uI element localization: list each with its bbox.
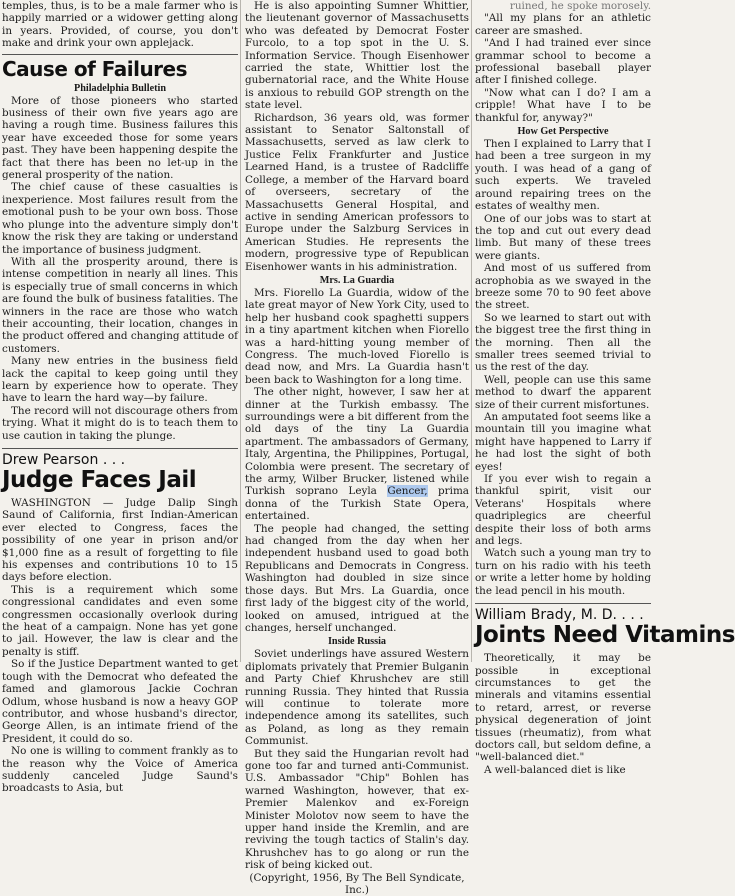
headline-cause-of-failures: Cause of Failures <box>2 56 188 81</box>
paragraph: The record will not discourage others from trying. What it might do is to teach them to use caution in taking the plunge. <box>2 404 238 442</box>
article-joints-need-vitamins <box>475 603 735 776</box>
top-fragment: ruined, he spoke morosely. <box>509 0 651 12</box>
highlighted-word[interactable]: Gencer, <box>387 485 428 498</box>
article-divider <box>2 448 238 449</box>
paragraph: Then I explained to Larry that I had been a tree surgeon in my youth. I was head of a gang of such experts. We traveled around repairing trees on the estates of wealthy men. <box>475 138 651 213</box>
subhead-inside-russia: Inside Russia <box>327 636 387 648</box>
column-1 <box>0 0 238 795</box>
paragraph-embassy <box>245 386 469 522</box>
source-philadelphia-bulletin: Philadelphia Bulletin <box>74 82 166 94</box>
copyright-line: (Copyright, 1956, By The Bell Syndicate, Inc.) <box>249 871 465 896</box>
dateline: WASHINGTON <box>11 497 91 509</box>
column-3 <box>475 0 735 776</box>
paragraph: Many new entries in the business field lack the capital to keep going until they learn by experience how to operate. They have to learn the hard way—by failure. <box>2 355 238 405</box>
paragraph-text: prima donna of the Turkish State Opera, entertained. <box>245 485 469 523</box>
paragraph-text: The other night, however, I saw her at dinner at the Turkish embassy. The surroundings were a bit different from the old days of the tiny La Guardia apartment. The ambassadors of Germany, Italy, Argentina, the Philippines, Portugal, Colombia were present. The secretary of the army, Wilber Brucker, listened while Turkish soprano Leyla <box>245 386 469 498</box>
paragraph: Watch such a young man try to turn on his radio with his teeth or write a letter home by holding the lead pencil in his mouth. <box>475 547 651 597</box>
article-divider <box>475 603 651 604</box>
paragraph: "And I had trained ever since grammar school to become a professional baseball player after I finished college. <box>475 37 651 87</box>
paragraph: Mrs. Fiorello La Guardia, widow of the late great mayor of New York City, used to help her husband cook spaghetti suppers in a tiny apartment kitchen when Fiorello was a hard-hitting young member of Congress. The much-loved Fiorello is dead now, and Mrs. La Guardia hasn't been back to Washington for a long time. <box>245 286 469 386</box>
article-cause-of-failures <box>2 54 238 442</box>
paragraph: So if the Justice Department wanted to get tough with the Democrat who defeated the famed and glamorous Jackie Cochran Odlum, whose husband is now a heavy GOP contributor, and whose husband's director, George Allen, is an intimate friend of the President, it could do so. <box>2 658 238 745</box>
column-divider-2 <box>471 0 472 662</box>
paragraph: More of those pioneers who started business of their own five years ago are having a rough time. Business failures this year have exceeded those for some years past. They have been happening despite the fact that there has been no let-up in the general prosperity of the nation. <box>2 94 238 182</box>
paragraph: Well, people can use this same method to dwarf the apparent size of their current misfortunes. <box>475 373 651 411</box>
paragraph: "All my plans for an athletic career are smashed. <box>475 12 651 37</box>
paragraph: But they said the Hungarian revolt had gone too far and turned anti-Communist. U.S. Ambassador "Chip" Bohlen has warned Washington, however, that ex-Premier Malenkov and ex-Foreign Minister Molotov now seem to have the upper hand inside the Kremlin, and are reviving the tough tactics of Stalin's day. Khrushchev has to go along or run the risk of being kicked out. <box>245 747 469 872</box>
article-judge-faces-jail <box>2 448 238 795</box>
paragraph: The chief cause of these casualties is inexperience. Most failures result from the emotional push to be your own boss. Those who plunge into the adventure simply don't know the risk they are taking or understand the importance of business judgment. <box>2 181 238 256</box>
paragraph: He is also appointing Sumner Whittier, the lieutenant governor of Massachusetts who was defeated by Democrat Foster Furcolo, to a top spot in the U. S. Information Service. Though Eisenhower carried the state, Whittier lost the gubernatorial race, and the White House is anxious to rebuild GOP strength on the state level. <box>245 0 469 112</box>
paragraph: Theoretically, it may be possible in exceptional circumstances to get the minerals and vitamins essential to retard, arrest, or reverse physical degeneration of joint tissues (rheumatiz), from what doctors call, but seldom define, a "well-balanced diet." <box>475 652 651 764</box>
subhead-mrs-la-guardia: Mrs. La Guardia <box>319 274 395 286</box>
paragraph: The people had changed, the setting had changed from the day when her independent husband used to goad both Republicans and Democrats in Congress. Washington had doubled in size since those days. But Mrs. La Guardia, once first lady of the biggest city of the world, looked on amused, intrigued at the changes, herself unchanged. <box>245 522 469 634</box>
paragraph: So we learned to start out with the biggest tree the first thing in the morning. Then all the smaller trees seemed trivial to us the rest of the day. <box>475 311 651 374</box>
paragraph: A well-balanced diet is like <box>484 763 626 776</box>
paragraph: Soviet underlings have assured Western diplomats privately that Premier Bulganin and Party Chief Khrushchev are still running Russia. They hinted that Russia will continue to tolerate more independence among its satellites, such as Poland, as long as they remain Communist. <box>245 648 469 748</box>
paragraph: If you ever wish to regain a thankful spirit, visit our Veterans' Hospitals where quadriplegics are cheerful despite their loss of both arms and legs. <box>475 473 651 548</box>
paragraph: With all the prosperity around, there is intense competition in nearly all lines. This is especially true of small concerns in which are found the bulk of business fatalities. The winners in the race are those who watch their accounting, their location, changes in the product offered and changing attitude of customers. <box>2 255 238 355</box>
column-2 <box>245 0 469 896</box>
headline-joints-need-vitamins: Joints Need Vitamins <box>475 622 735 649</box>
paragraph-lead <box>2 497 238 584</box>
headline-judge-faces-jail: Judge Faces Jail <box>2 467 197 493</box>
top-paragraph: temples, thus, is to be a male farmer who is happily married or a widower getting along in years. Provided, of course, you don't make and drink your own applejack. <box>2 0 238 50</box>
paragraph: One of our jobs was to start at the top and cut out every dead limb. But many of these trees were giants. <box>475 212 651 262</box>
paragraph: No one is willing to comment frankly as to the reason why the Voice of America suddenly canceled Judge Saund's broadcasts to Asia, but <box>2 745 238 795</box>
lead-text: — Judge Dalip Singh Saund of California, first Indian-American ever elected to Congress, faces the possibility of one year in prison and/or $1,000 fine as a result of forgetting to file his expenses and contributions 10 to 15 days before election. <box>2 497 238 584</box>
byline-william-brady: William Brady, M. D. . . . <box>475 607 644 624</box>
column-divider-1 <box>240 0 241 662</box>
paragraph: Richardson, 36 years old, was former assistant to Senator Saltonstall of Massachusetts, served as law clerk to Justice Felix Frankfurter and Justice Learned Hand, is a trustee of Radcliffe College, a member of the Harvard board of overseers, secretary of the Massachusetts General Hospital, and active in sending American professors to Europe under the Salzburg Services in American Studies. He represents the modern, progressive type of Republican Eisenhower wants in his administration. <box>245 111 469 273</box>
article-divider <box>2 54 238 55</box>
byline-drew-pearson: Drew Pearson . . . <box>2 452 126 468</box>
paragraph: "Now what can I do? I am a cripple! What have I to be thankful for, anyway?" <box>475 86 651 124</box>
paragraph: An amputated foot seems like a mountain till you imagine what might have happened to Larry if he had lost the sight of both eyes! <box>475 411 651 473</box>
paragraph: And most of us suffered from acrophobia as we swayed in the breeze some 70 to 90 feet above the street. <box>475 262 651 312</box>
subhead-how-get-perspective: How Get Perspective <box>517 126 609 138</box>
paragraph: This is a requirement which some congressional candidates and even some congressmen occasionally overlook during the heat of a campaign. None has yet gone to jail. However, the law is clear and the penalty is stiff. <box>2 583 238 658</box>
